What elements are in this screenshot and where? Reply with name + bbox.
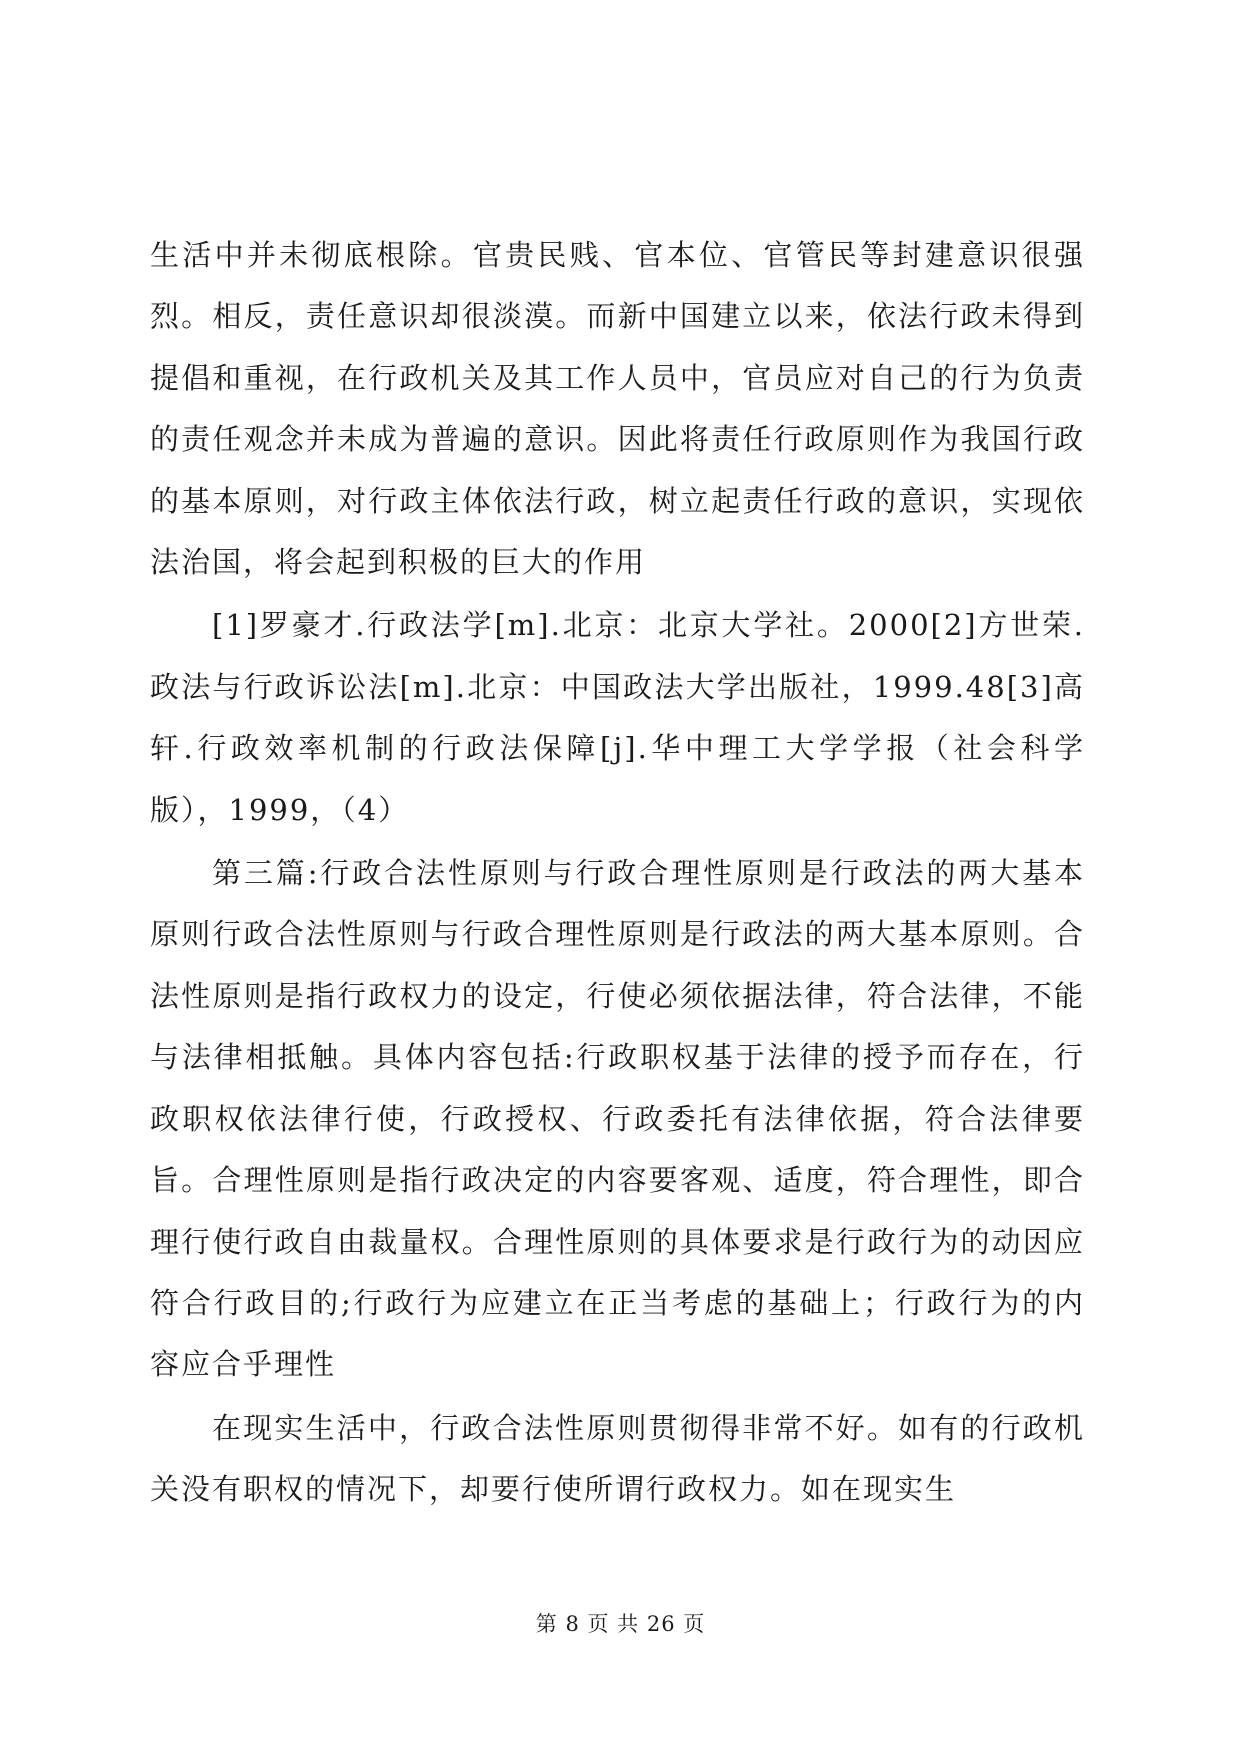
paragraph-section-three: 第三篇:行政合法性原则与行政合理性原则是行政法的两大基本原则行政合法性原则与行政合理性原则是行政法的两大基本原则。合法性原则是指行政权力的设定，行使必须依据法律，符合法律，不能与法律相抵触。具体内容包括:行政职权基于法律的授予而存在，行政职权依法律行使，行政授权、行政委托有法律依据，符合法律要旨。合理性原则是指行政决定的内容要客观、适度，符合理性，即合理行使行政自由裁量权。合理性原则的具体要求是行政行为的动因应符合行政目的;行政行为应建立在正当考虑的基础上；行政行为的内容应合乎理性	[150, 856, 1085, 1382]
paragraph-continuation: 生活中并未彻底根除。官贵民贱、官本位、官管民等封建意识很强烈。相反，责任意识却很淡漠。而新中国建立以来，依法行政未得到提倡和重视，在行政机关及其工作人员中，官员应对自己的行为负责的责任观念并未成为普遍的意识。因此将责任行政原则作为我国行政的基本原则，对行政主体依法行政，树立起责任行政的意识，实现依法治国，将会起到积极的巨大的作用	[150, 238, 1085, 580]
body-text	[150, 225, 1085, 1521]
paragraph-references: [1]罗豪才.行政法学[m].北京：北京大学社。2000[2]方世荣.政法与行政诉讼法[m].北京：中国政法大学出版社，1999.48[3]高轩.行政效率机制的行政法保障[j].华中理工大学学报（社会科学版），1999，（4）	[150, 608, 1085, 827]
paragraph-reality: 在现实生活中，行政合法性原则贯彻得非常不好。如有的行政机关没有职权的情况下，却要行使所谓行政权力。如在现实生	[150, 1410, 1085, 1507]
page-number-footer: 第 8 页 共 26 页	[535, 1612, 706, 1636]
